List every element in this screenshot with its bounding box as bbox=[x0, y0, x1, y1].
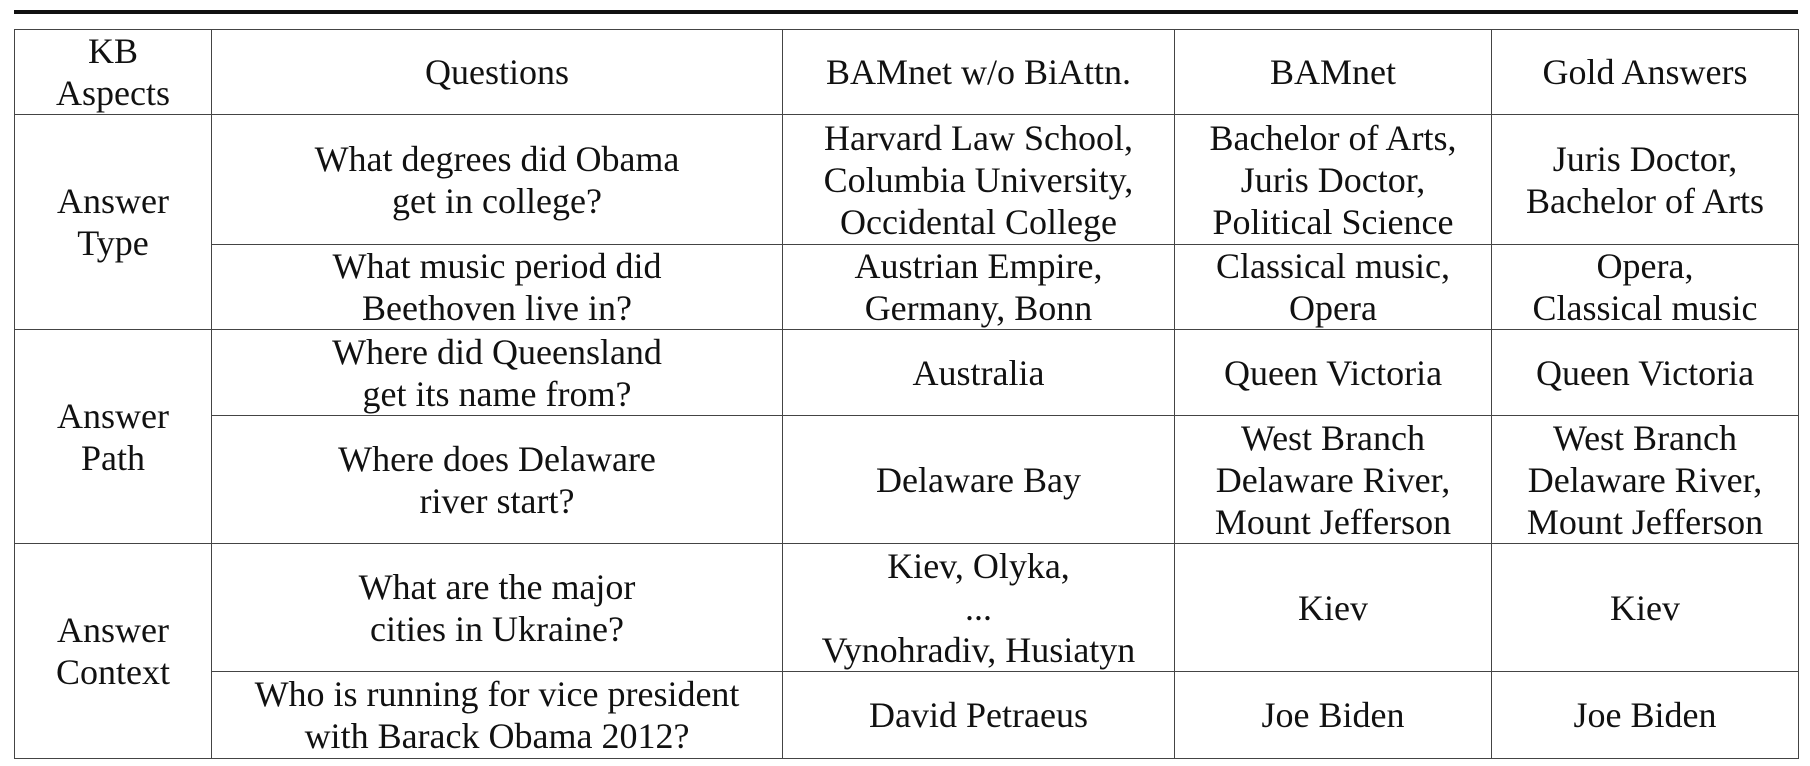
aspect-cell: Answer Context bbox=[15, 544, 212, 759]
gold-answer-cell: Queen Victoria bbox=[1492, 330, 1799, 416]
bamnet-cell: Kiev bbox=[1175, 544, 1492, 672]
results-table bbox=[14, 29, 1799, 759]
question-cell: What are the major cities in Ukraine? bbox=[212, 544, 783, 672]
question-cell: Where did Queensland get its name from? bbox=[212, 330, 783, 416]
table-row bbox=[15, 544, 1799, 672]
bamnet-cell: Queen Victoria bbox=[1175, 330, 1492, 416]
bamnet-cell: Bachelor of Arts, Juris Doctor, Political Science bbox=[1175, 115, 1492, 245]
gold-answer-cell: West Branch Delaware River, Mount Jefferson bbox=[1492, 416, 1799, 544]
gold-answer-cell: Kiev bbox=[1492, 544, 1799, 672]
question-cell: Who is running for vice president with Barack Obama 2012? bbox=[212, 672, 783, 759]
header-gold-answers: Gold Answers bbox=[1492, 30, 1799, 115]
bamnet-cell: Joe Biden bbox=[1175, 672, 1492, 759]
top-rule bbox=[14, 10, 1798, 14]
table-row bbox=[15, 416, 1799, 544]
bamnet-wo-biattn-cell: Harvard Law School, Columbia University, Occidental College bbox=[783, 115, 1175, 245]
table-row bbox=[15, 115, 1799, 245]
header-bamnet-wo-biattn: BAMnet w/o BiAttn. bbox=[783, 30, 1175, 115]
header-bamnet: BAMnet bbox=[1175, 30, 1492, 115]
gold-answer-cell: Juris Doctor, Bachelor of Arts bbox=[1492, 115, 1799, 245]
gold-answer-cell: Joe Biden bbox=[1492, 672, 1799, 759]
question-cell: What music period did Beethoven live in? bbox=[212, 245, 783, 330]
table-header-row bbox=[15, 30, 1799, 115]
gold-answer-cell: Opera, Classical music bbox=[1492, 245, 1799, 330]
aspect-cell: Answer Path bbox=[15, 330, 212, 544]
bamnet-wo-biattn-cell: Kiev, Olyka, ... Vynohradiv, Husiatyn bbox=[783, 544, 1175, 672]
table-row bbox=[15, 245, 1799, 330]
question-cell: Where does Delaware river start? bbox=[212, 416, 783, 544]
header-questions: Questions bbox=[212, 30, 783, 115]
question-cell: What degrees did Obama get in college? bbox=[212, 115, 783, 245]
aspect-cell: Answer Type bbox=[15, 115, 212, 330]
bamnet-wo-biattn-cell: Delaware Bay bbox=[783, 416, 1175, 544]
header-kb-aspects: KB Aspects bbox=[15, 30, 212, 115]
bamnet-wo-biattn-cell: David Petraeus bbox=[783, 672, 1175, 759]
table-row bbox=[15, 672, 1799, 759]
bamnet-wo-biattn-cell: Australia bbox=[783, 330, 1175, 416]
bamnet-cell: West Branch Delaware River, Mount Jefferson bbox=[1175, 416, 1492, 544]
bamnet-cell: Classical music, Opera bbox=[1175, 245, 1492, 330]
bamnet-wo-biattn-cell: Austrian Empire, Germany, Bonn bbox=[783, 245, 1175, 330]
table-row bbox=[15, 330, 1799, 416]
